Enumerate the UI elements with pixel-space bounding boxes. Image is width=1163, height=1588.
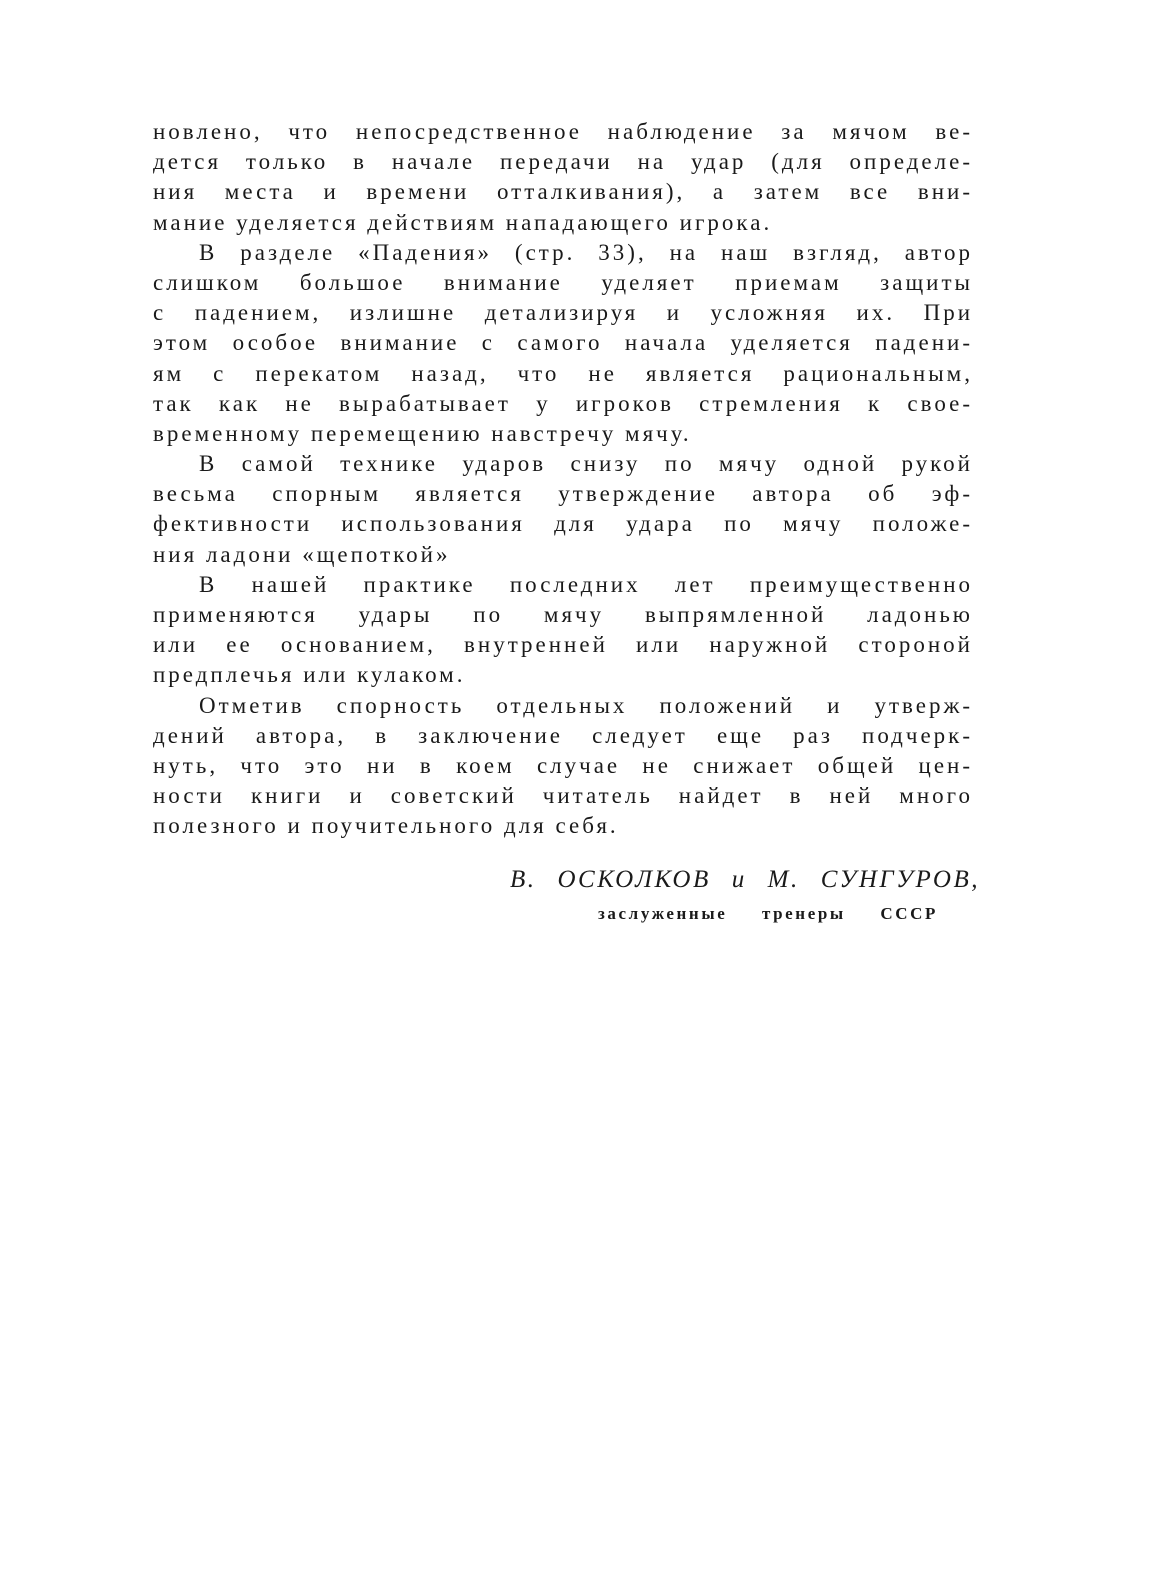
text-line: весьма спорным является утверждение автора об эф- [153, 481, 973, 507]
text-line: полезного и поучительного для себя. [153, 813, 619, 839]
text-line: дений автора, в заключение следует еще раз подчерк- [153, 722, 973, 748]
text-line: нуть, что это ни в коем случае не снижает общей цен- [153, 752, 973, 778]
text-line: В разделе «Падения» (стр. 33), на наш взгляд, автор [199, 239, 973, 265]
body-text [153, 117, 973, 842]
text-line: этом особое внимание с самого начала уделяется падени- [153, 330, 973, 356]
text-line: В нашей практике последних лет преимущественно [199, 571, 973, 597]
text-line: ности книги и советский читатель найдет в ней много [153, 783, 973, 809]
text-line: так как не вырабатывает у игроков стремления к свое- [153, 390, 973, 416]
text-line: мание уделяется действиям нападающего игрока. [153, 209, 773, 235]
text-line: предплечья или кулаком. [153, 662, 466, 688]
text-line: дется только в начале передачи на удар (для определе- [153, 149, 973, 175]
text-line: с падением, излишне детализируя и усложняя их. При [153, 300, 973, 326]
author-title: заслуженные тренеры СССР [598, 904, 938, 923]
text-line: Отметив спорность отдельных положений и утверж- [199, 692, 973, 718]
text-line: временному перемещению навстречу мячу. [153, 420, 692, 446]
text-line: ния ладони «щепоткой» [153, 541, 451, 567]
author-signature: В. ОСКОЛКОВ и М. СУНГУРОВ, [510, 866, 980, 893]
text-line: новлено, что непосредственное наблюдение за мячом ве- [153, 119, 973, 144]
text-line: или ее основанием, внутренней или наружной стороной [153, 632, 973, 658]
text-line: ям с перекатом назад, что не является рациональным, [153, 360, 973, 386]
text-line: В самой технике ударов снизу по мячу одной рукой [199, 451, 973, 477]
text-line: ния места и времени отталкивания), а затем все вни- [153, 179, 973, 205]
text-line: фективности использования для удара по мячу положе- [153, 511, 973, 537]
text-line: применяются удары по мячу выпрямленной ладонью [153, 602, 973, 627]
text-line: слишком большое внимание уделяет приемам защиты [153, 269, 973, 295]
